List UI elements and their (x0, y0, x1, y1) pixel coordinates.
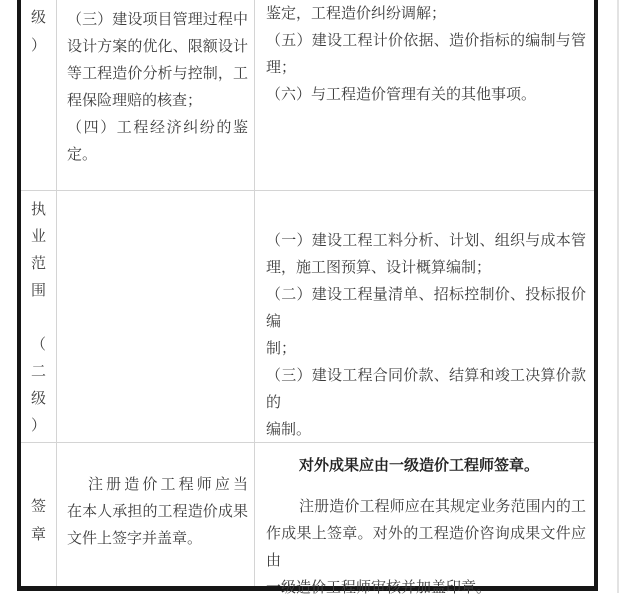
vertical-char: 范 (30, 255, 46, 272)
text-line: 制； (266, 340, 297, 357)
paragraph (67, 114, 248, 168)
paragraph (67, 471, 248, 552)
text-line: （五）建设工程计价依据、造价指标的编制与管 (266, 32, 586, 49)
table-row-scope-level-1-continued (21, 0, 594, 190)
text-line: 理，施工图预算、设计概算编制； (266, 259, 492, 276)
cell-level-1-scope-items (255, 0, 592, 190)
vertical-char: 章 (30, 526, 46, 543)
text-line: 理； (266, 59, 297, 76)
paragraph (266, 81, 586, 108)
text-line: 文件上签字并盖章。 (67, 530, 203, 547)
text-line: 一级造价工程师审核并加盖印章。 (266, 579, 492, 596)
text-line: （一）建设工程工料分析、计划、组织与成本管 (266, 232, 586, 249)
text-line: 在本人承担的工程造价成果 (67, 503, 248, 520)
row-header-cell-level-1 (21, 0, 57, 190)
text-line: 编制。 (266, 421, 312, 438)
text-line: 设计方案的优化、限额设计 (67, 38, 248, 55)
vertical-char: 级 (30, 9, 46, 26)
table-row-scope-level-2 (21, 190, 594, 442)
vertical-char: （ (30, 336, 46, 353)
paragraph (266, 227, 586, 281)
text-line: 对外成果应由一级造价工程师签章。 (299, 457, 540, 474)
paragraph (67, 6, 248, 114)
paragraph (266, 281, 586, 362)
bold-heading-paragraph (266, 452, 586, 479)
paragraph (266, 493, 586, 601)
cell-signature-detail-rule (255, 443, 592, 596)
practice-scope-table (17, 0, 598, 596)
paragraph (266, 27, 586, 81)
text-line: 作成果上签章。对外的工程造价咨询成果文件应由 (266, 525, 586, 569)
cell-level-2-scope-items (255, 191, 592, 442)
vertical-char: 签 (30, 498, 46, 515)
vertical-char: 围 (30, 282, 46, 299)
text-line: 注册造价工程师应当 (88, 476, 248, 493)
vertical-char: ） (30, 417, 46, 434)
paragraph (266, 0, 586, 27)
vertical-char: 级 (30, 390, 46, 407)
text-line: 鉴定，工程造价纠纷调解； (266, 5, 447, 22)
text-line: 定。 (67, 146, 98, 163)
vertical-char: 业 (30, 228, 46, 245)
paragraph (266, 362, 586, 443)
text-line: （六）与工程造价管理有关的其他事项。 (266, 86, 537, 103)
table-row-signature (21, 442, 594, 596)
vertical-char: 执 (30, 201, 46, 218)
text-line: （四）工程经济纠纷的鉴 (67, 119, 248, 136)
text-line: 注册造价工程师应在其规定业务范围内的工 (299, 498, 586, 515)
vertical-char: ） (30, 37, 46, 54)
cell-registered-engineer-scope-level-1 (57, 0, 255, 190)
vertical-char: 二 (30, 363, 46, 380)
text-line: 程保险理赔的核查； (67, 92, 203, 109)
text-line: （三）建设工程合同价款、结算和竣工决算价款的 (266, 367, 586, 411)
cell-empty-middle (57, 191, 255, 442)
vertical-char (21, 304, 56, 331)
page-edge-line (617, 0, 619, 593)
text-line: （二）建设工程量清单、招标控制价、投标报价编 (266, 286, 586, 330)
row-header-cell-scope-level-2 (21, 191, 57, 442)
row-header-cell-signature (21, 443, 57, 586)
text-line: （三）建设项目管理过程中 (67, 11, 248, 28)
text-line: 等工程造价分析与控制，工 (67, 65, 248, 82)
cell-signature-general-rule (57, 443, 255, 586)
